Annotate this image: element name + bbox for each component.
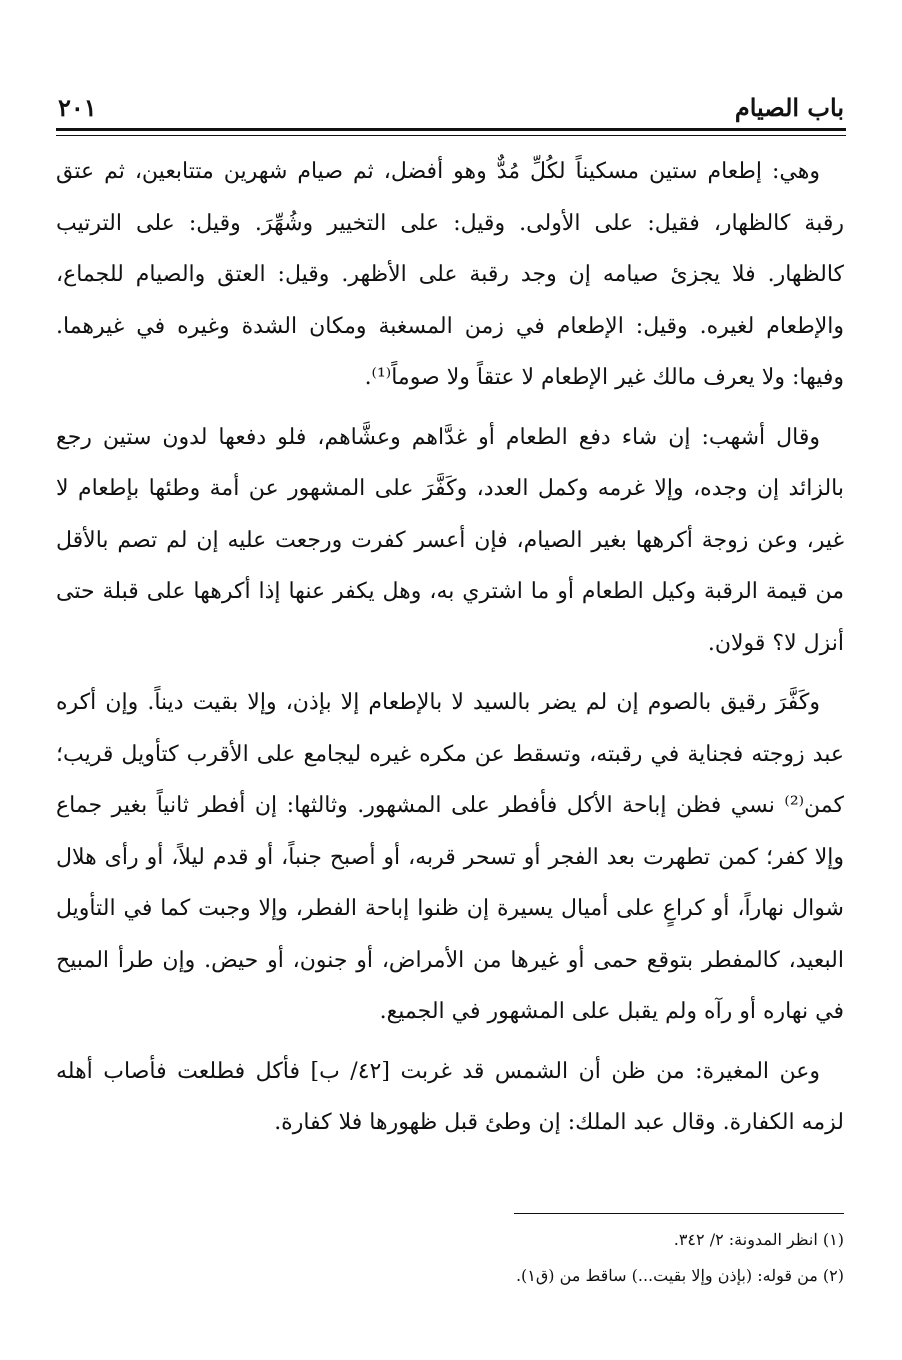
- running-head: [58, 82, 844, 122]
- paragraph: وهي: إطعام ستين مسكيناً لكُلِّ مُدٌّ وهو أفضل، ثم صيام شهرين متتابعين، ثم عتق رقبة كالظهار، فقيل: على الأولى. وقيل: على التخيير وشُهِّرَ. وقيل: على الترتيب كالظهار. فلا يجزئ صيامه إن وجد رقبة على الأظهر. وقيل: العتق والصيام للجماع، والإطعام لغيره. وقيل: الإطعام في زمن المسغبة ومكان الشدة وغيره في غيرهما. وفيها: ولا يعرف مالك غير الإطعام لا عتقاً ولا صوماً⁽¹⁾.: [56, 159, 844, 390]
- paragraph: وقال أشهب: إن شاء دفع الطعام أو غدَّاهم وعشَّاهم، فلو دفعها لدون ستين رجع بالزائد إن وجده، وإلا غرمه وكمل العدد، وكَفَّرَ على المشهور عن أمة وطئها بإطعام لا غير، وعن زوجة أكرهها بغير الصيام، فإن أعسر كفرت ورجعت عليه إن لم تصم بالأقل من قيمة الرقبة وكيل الطعام أو ما اشتري به، وهل يكفر عنها إذا أكرهها على قبلة حتى أنزل لا؟ قولان.: [56, 424, 844, 656]
- footnotes: [56, 1222, 844, 1294]
- body-text: [56, 146, 844, 1149]
- footnote-separator: [514, 1213, 844, 1214]
- footnote: (١) انظر المدونة: ٢/ ٣٤٢.: [673, 1230, 844, 1249]
- footnote: (٢) من قوله: (بإذن وإلا بقيت...) ساقط من (ق١).: [515, 1266, 844, 1285]
- paragraph: وكَفَّرَ رقيق بالصوم إن لم يضر بالسيد لا بالإطعام إلا بإذن، وإلا بقيت ديناً. وإن أكره عبد زوجته فجناية في رقبته، وتسقط عن مكره غيره ليجامع على الأقرب كتأويل قريب؛ كمن⁽²⁾ نسي فظن إباحة الأكل فأفطر على المشهور. وثالثها: إن أفطر ثانياً بغير جماع وإلا كفر؛ كمن تطهرت بعد الفجر أو تسحر قربه، أو أصبح جنباً، أو قدم ليلاً، أو رأى هلال شوال نهاراً، أو كراعٍ على أميال يسيرة إن ظنوا إباحة الفطر، وإلا وجبت كما في التأويل البعيد، كالمفطر بتوقع حمى أو غيرها من الأمراض، أو جنون، أو حيض. وإن طرأ المبيح في نهاره أو رآه ولم يقبل على المشهور في الجميع.: [56, 690, 844, 1024]
- page-number: ٢٠١: [58, 93, 97, 122]
- header-rule-thin: [56, 135, 846, 136]
- paragraph: وعن المغيرة: من ظن أن الشمس قد غربت [٤٢/ ب] فأكل فطلعت فأصاب أهله لزمه الكفارة. وقال عبد الملك: إن وطئ قبل ظهورها فلا كفارة.: [56, 1058, 844, 1135]
- header-rule-thick: [56, 128, 846, 131]
- chapter-title: باب الصيام: [734, 93, 844, 122]
